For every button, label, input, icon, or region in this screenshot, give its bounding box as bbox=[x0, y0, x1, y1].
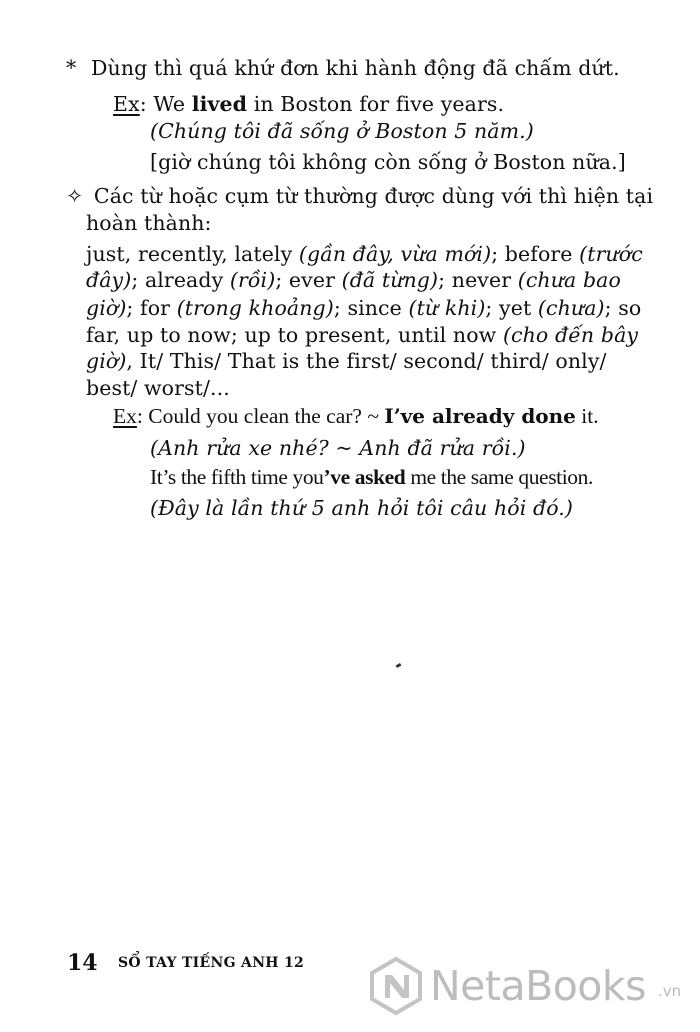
example-translation: (Chúng tôi đã sống ở Boston 5 năm.) bbox=[150, 119, 534, 143]
diamond-star-icon: ✧ bbox=[66, 184, 84, 208]
watermark-brand: NetaBooks bbox=[430, 962, 646, 1010]
signal-words-line: far, up to now; up to present, until now (cho đến bây bbox=[86, 323, 639, 347]
bullet-signal-words: ✧ Các từ hoặc cụm từ thường được dùng với thì hiện tại bbox=[66, 184, 654, 208]
signal-words-line: giờ); for (trong khoảng); since (từ khi); yet (chưa); so bbox=[86, 296, 642, 320]
example-label: Ex bbox=[113, 404, 137, 428]
netabooks-watermark bbox=[366, 954, 696, 1018]
bullet-rule-past-simple bbox=[66, 56, 620, 80]
watermark-suffix: .vn bbox=[658, 982, 682, 1000]
running-footer-title: SỔ TAY TIẾNG ANH 12 bbox=[118, 955, 305, 971]
example-note: [giờ chúng tôi không còn sống ở Boston nữa.] bbox=[150, 150, 626, 174]
netabooks-n-logo-icon bbox=[366, 956, 426, 1016]
signal-words-line: just, recently, lately (gần đây, vừa mới); before (trước bbox=[86, 242, 643, 266]
signal-words-line: đây); already (rồi); ever (đã từng); never (chưa bao bbox=[86, 268, 621, 292]
signal-words-line: best/ worst/... bbox=[86, 376, 230, 400]
example-line: Ex: Could you clean the car? ~ I’ve already done it. bbox=[113, 404, 599, 428]
example-line: It’s the fifth time you’ve asked me the same question. bbox=[150, 465, 593, 489]
rule-text: Dùng thì quá khứ đơn khi hành động đã chấm dứt. bbox=[90, 56, 620, 80]
bullet-continuation: hoàn thành: bbox=[86, 211, 212, 235]
example-translation: (Anh rửa xe nhé? ~ Anh đã rửa rồi.) bbox=[150, 436, 526, 460]
signal-words-line: giờ), It/ This/ That is the first/ second/ third/ only/ bbox=[86, 349, 607, 373]
emphasis-verb: lived bbox=[191, 92, 248, 116]
print-speck bbox=[396, 663, 402, 668]
emphasis-verb: I’ve already done bbox=[384, 404, 576, 428]
example-translation: (Đây là lần thứ 5 anh hỏi tôi câu hỏi đó.) bbox=[150, 496, 573, 520]
emphasis-verb: ’ve asked bbox=[323, 465, 406, 489]
asterisk-marker: * bbox=[66, 56, 77, 80]
example-label: Ex bbox=[113, 92, 140, 116]
example-line: Ex: We lived in Boston for five years. bbox=[113, 92, 505, 116]
page-number: 14 bbox=[67, 950, 98, 976]
